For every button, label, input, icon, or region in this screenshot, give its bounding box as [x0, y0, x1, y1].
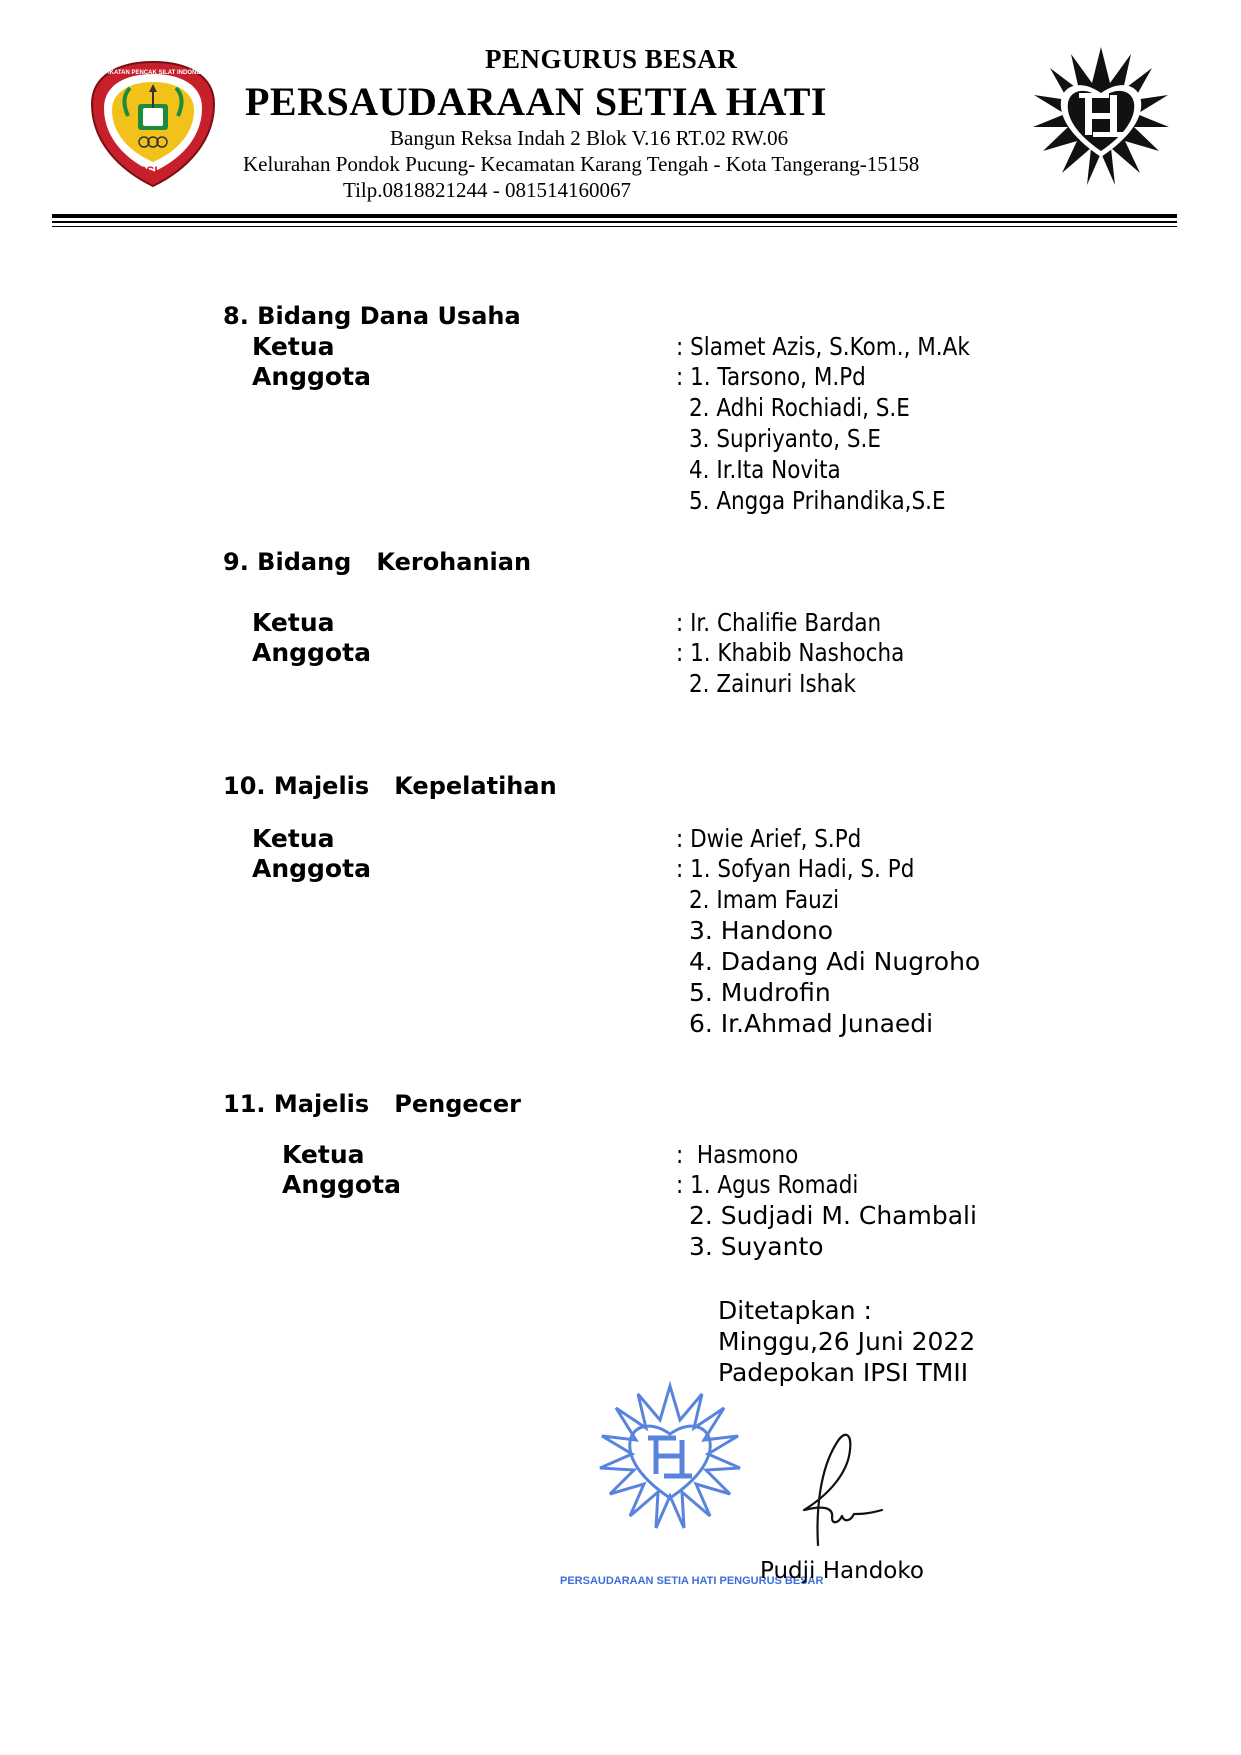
section-title: 10. Majelis Kepelatihan: [223, 772, 557, 800]
ketua-value: : Ir. Chalifie Bardan: [676, 608, 882, 637]
anggota-item: 3. Handono: [689, 916, 834, 945]
handwritten-signature: [790, 1410, 890, 1560]
anggota-item: 4. Ir.Ita Novita: [689, 455, 841, 484]
phone-line: Tilp.0818821244 - 081514160067: [343, 178, 632, 202]
ipsi-logo-abbr: IPSI: [135, 164, 158, 178]
anggota-item: 2. Sudjadi M. Chambali: [689, 1201, 977, 1230]
ketua-value: : Slamet Azis, S.Kom., M.Ak: [676, 332, 970, 361]
signature-line-2: Minggu,26 Juni 2022: [718, 1327, 976, 1356]
anggota-item: 2. Adhi Rochiadi, S.E: [689, 393, 910, 422]
ketua-label: Ketua: [252, 332, 335, 361]
header-rule-thin: [52, 221, 1177, 223]
anggota-item: : 1. Sofyan Hadi, S. Pd: [676, 854, 915, 883]
ketua-label: Ketua: [252, 608, 335, 637]
header-rule-thick: [52, 214, 1177, 218]
signature-line-3: Padepokan IPSI TMII: [718, 1358, 969, 1387]
ipsi-logo-ring-text: IKATAN PENCAK SILAT INDONESIA: [108, 70, 211, 76]
ketua-label: Ketua: [252, 824, 335, 853]
ketua-label: Ketua: [282, 1140, 365, 1169]
anggota-item: : 1. Khabib Nashocha: [676, 638, 905, 667]
header-rule-thin-2: [52, 226, 1177, 227]
letterhead: [0, 0, 1241, 240]
anggota-item: 6. Ir.Ahmad Junaedi: [689, 1009, 934, 1038]
signature-line-1: Ditetapkan :: [718, 1296, 872, 1325]
anggota-item: 4. Dadang Adi Nugroho: [689, 947, 981, 976]
anggota-label: Anggota: [282, 1170, 401, 1199]
section-title: 8. Bidang Dana Usaha: [223, 302, 521, 330]
anggota-item: 2. Zainuri Ishak: [689, 669, 856, 698]
anggota-item: : 1. Tarsono, M.Pd: [676, 362, 866, 391]
ketua-value: : Hasmono: [676, 1140, 799, 1169]
anggota-item: 5. Mudrofin: [689, 978, 831, 1007]
anggota-item: 3. Supriyanto, S.E: [689, 424, 881, 453]
anggota-label: Anggota: [252, 362, 371, 391]
anggota-item: 5. Angga Prihandika,S.E: [689, 486, 946, 515]
signatory-name: Pudji Handoko: [760, 1558, 924, 1584]
anggota-label: Anggota: [252, 854, 371, 883]
anggota-item: 3. Suyanto: [689, 1232, 824, 1261]
org-line: PENGURUS BESAR: [485, 44, 738, 74]
anggota-label: Anggota: [252, 638, 371, 667]
org-name: PERSAUDARAAN SETIA HATI: [245, 79, 827, 124]
stamp-text: PERSAUDARAAN SETIA HATI PENGURUS BESAR: [560, 1575, 824, 1587]
address-line-1: Bangun Reksa Indah 2 Blok V.16 RT.02 RW.06: [390, 126, 789, 150]
anggota-item: 2. Imam Fauzi: [689, 885, 840, 914]
sh-emblem-icon: [1030, 46, 1172, 188]
section-title: 9. Bidang Kerohanian: [223, 548, 532, 576]
section-title: 11. Majelis Pengecer: [223, 1090, 522, 1118]
address-line-2: Kelurahan Pondok Pucung- Kecamatan Karang Tengah - Kota Tangerang-15158: [243, 152, 920, 176]
anggota-item: : 1. Agus Romadi: [676, 1170, 859, 1199]
ketua-value: : Dwie Arief, S.Pd: [676, 824, 862, 853]
